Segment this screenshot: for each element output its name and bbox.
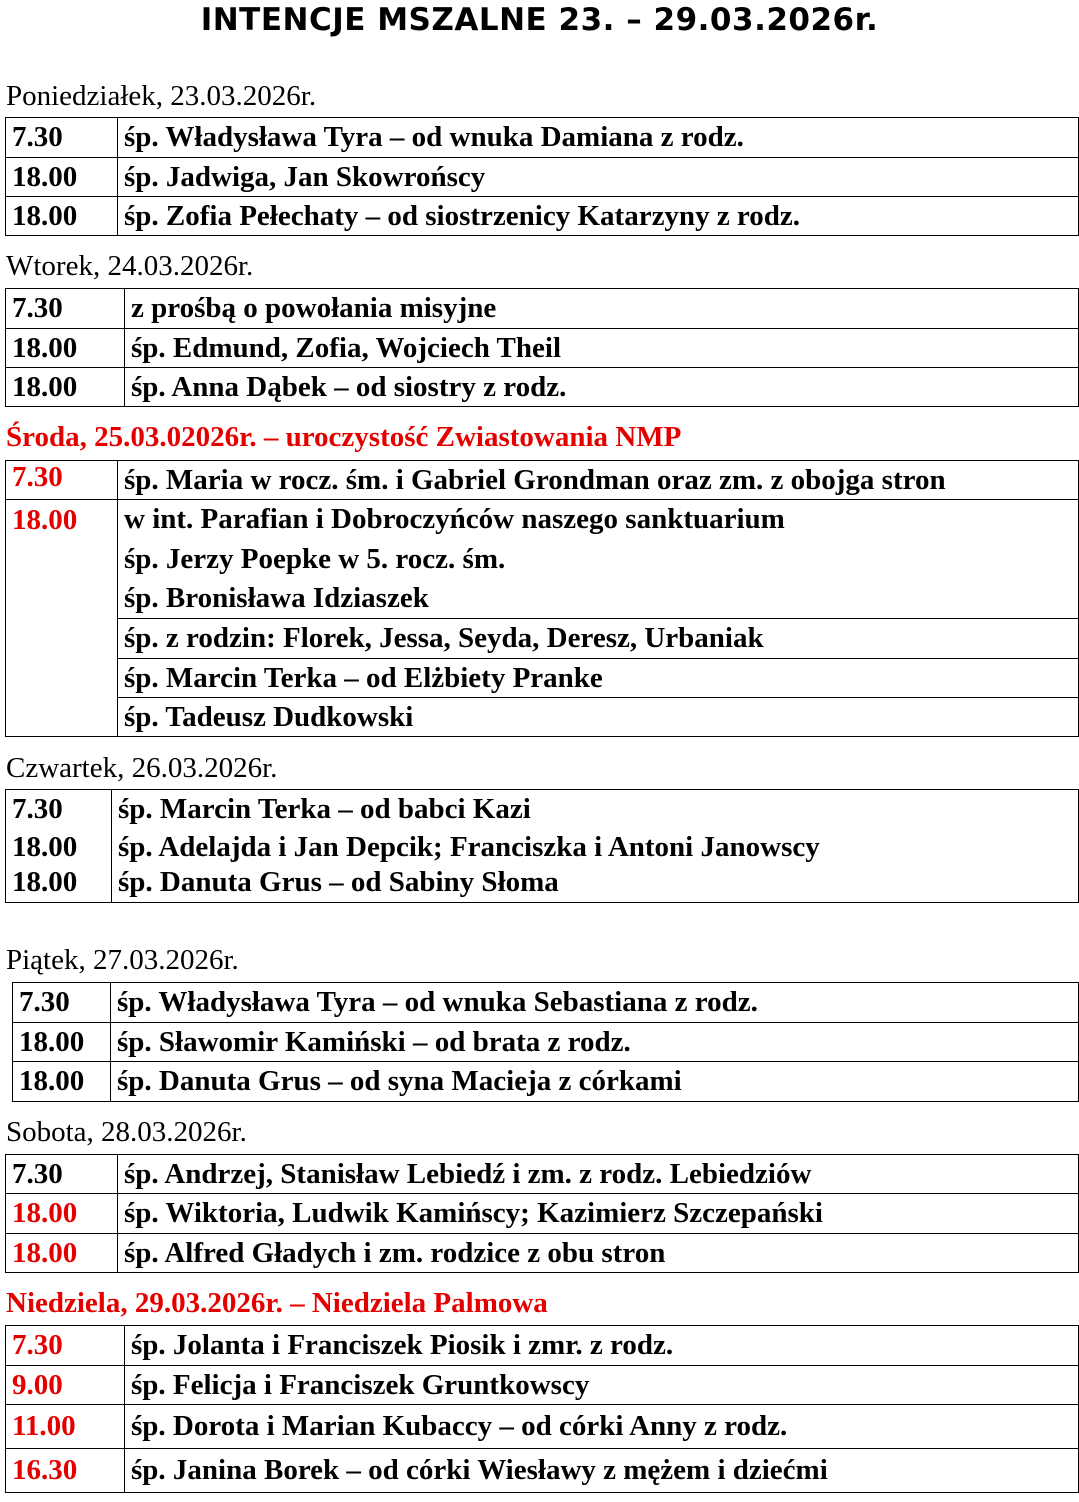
sunday-mass-table (5, 1325, 1079, 1493)
day-heading-wednesday: Środa, 25.03.02026r. – uroczystość Zwiastowania NMP (6, 421, 682, 453)
table-row (6, 118, 1079, 158)
mass-time: 18.00 (13, 1023, 111, 1062)
mass-intention: śp. Wiktoria, Ludwik Kamińscy; Kazimierz Szczepański (118, 1194, 1079, 1234)
mass-intention: w int. Parafian i Dobroczyńców naszego sanktuarium (124, 503, 785, 536)
mass-intention: śp. Władysława Tyra – od wnuka Damiana z rodz. (118, 118, 1079, 158)
table-row (6, 461, 1079, 500)
day-heading-sunday: Niedziela, 29.03.2026r. – Niedziela Palmowa (6, 1287, 548, 1319)
monday-mass-table (5, 117, 1079, 236)
mass-intention: śp. Sławomir Kamiński – od brata z rodz. (111, 1023, 1079, 1062)
table-row (6, 1449, 1079, 1493)
mass-time: 18.00 (13, 1062, 111, 1102)
table-row (13, 1023, 1079, 1062)
mass-time: 18.00 (6, 500, 118, 737)
day-heading-saturday: Sobota, 28.03.2026r. (6, 1116, 247, 1148)
table-row (6, 1405, 1079, 1449)
mass-intention: śp. Edmund, Zofia, Wojciech Theil (125, 329, 1079, 368)
mass-time: 18.00 (6, 866, 112, 903)
mass-time: 11.00 (6, 1405, 125, 1449)
table-row (6, 329, 1079, 368)
table-row (6, 1234, 1079, 1273)
mass-intention: śp. z rodzin: Florek, Jessa, Seyda, Deresz, Urbaniak (118, 619, 1079, 659)
mass-time: 7.30 (6, 790, 112, 829)
table-row (6, 790, 1079, 829)
table-row (6, 368, 1079, 407)
mass-time: 7.30 (6, 461, 118, 500)
table-row (6, 158, 1079, 197)
mass-intention: z prośbą o powołania misyjne (125, 289, 1079, 329)
mass-intention: śp. Alfred Gładych i zm. rodzice z obu stron (118, 1234, 1079, 1273)
mass-intention: śp. Jerzy Poepke w 5. rocz. śm. (124, 543, 506, 575)
page-title: INTENCJE MSZALNE 23. – 29.03.2026r. (200, 2, 879, 38)
mass-time: 18.00 (6, 1194, 118, 1234)
thursday-mass-table (5, 789, 1079, 903)
mass-intention: śp. Jolanta i Franciszek Piosik i zmr. z rodz. (125, 1326, 1079, 1366)
mass-time: 18.00 (6, 368, 125, 407)
table-row (6, 540, 1079, 580)
table-row (6, 1366, 1079, 1405)
table-row (13, 1062, 1079, 1102)
day-heading-tuesday: Wtorek, 24.03.2026r. (6, 250, 254, 282)
day-heading-thursday: Czwartek, 26.03.2026r. (6, 752, 278, 784)
table-row (6, 197, 1079, 236)
mass-intention: śp. Władysława Tyra – od wnuka Sebastiana z rodz. (111, 983, 1079, 1023)
day-heading-monday: Poniedziałek, 23.03.2026r. (6, 80, 317, 112)
table-row (13, 983, 1079, 1023)
table-row (6, 1326, 1079, 1366)
mass-intention: śp. Anna Dąbek – od siostry z rodz. (125, 368, 1079, 407)
mass-intention: śp. Maria w rocz. śm. i Gabriel Grondman oraz zm. z obojga stron (118, 461, 1079, 500)
mass-time: 16.30 (6, 1449, 125, 1493)
mass-time: 7.30 (13, 983, 111, 1023)
table-row (6, 500, 1079, 540)
mass-time: 18.00 (6, 329, 125, 368)
mass-time: 7.30 (6, 1326, 125, 1366)
mass-time: 9.00 (6, 1366, 125, 1405)
table-row (6, 289, 1079, 329)
mass-time: 7.30 (6, 1155, 118, 1194)
table-row (6, 1194, 1079, 1234)
mass-intention: śp. Jadwiga, Jan Skowrońscy (118, 158, 1079, 197)
saturday-mass-table (5, 1154, 1079, 1273)
table-row (6, 1155, 1079, 1194)
mass-intention: śp. Tadeusz Dudkowski (124, 700, 414, 733)
mass-time: 7.30 (6, 289, 125, 329)
table-row (6, 659, 1079, 698)
mass-time: 18.00 (6, 197, 118, 236)
mass-intention: śp. Andrzej, Stanisław Lebiedź i zm. z rodz. Lebiedziów (118, 1155, 1079, 1194)
table-row (6, 866, 1079, 903)
mass-intention: śp. Dorota i Marian Kubaccy – od córki Anny z rodz. (125, 1405, 1079, 1449)
friday-mass-table (12, 982, 1079, 1102)
table-row (6, 829, 1079, 866)
mass-intention: śp. Felicja i Franciszek Gruntkowscy (125, 1366, 1079, 1405)
mass-intention: śp. Bronisława Idziaszek (118, 580, 1079, 619)
mass-time: 18.00 (6, 158, 118, 197)
mass-intention: śp. Zofia Pełechaty – od siostrzenicy Katarzyny z rodz. (118, 197, 1079, 236)
mass-intention: śp. Janina Borek – od córki Wiesławy z mężem i dziećmi (125, 1449, 1079, 1493)
day-heading-friday: Piątek, 27.03.2026r. (6, 944, 239, 976)
table-row (6, 698, 1079, 737)
mass-time: 18.00 (6, 829, 112, 866)
mass-intention: śp. Marcin Terka – od Elżbiety Pranke (118, 659, 1079, 698)
mass-intention: śp. Danuta Grus – od Sabiny Słoma (118, 865, 559, 898)
table-row (6, 619, 1079, 659)
table-row (6, 580, 1079, 619)
mass-intention: śp. Adelajda i Jan Depcik; Franciszka i Antoni Janowscy (118, 830, 820, 863)
wednesday-mass-table (5, 460, 1079, 737)
mass-time: 18.00 (6, 1234, 118, 1273)
mass-time: 7.30 (6, 118, 118, 158)
tuesday-mass-table (5, 288, 1079, 407)
mass-intention: śp. Danuta Grus – od syna Macieja z córkami (111, 1062, 1079, 1102)
mass-intention: śp. Marcin Terka – od babci Kazi (118, 792, 531, 825)
